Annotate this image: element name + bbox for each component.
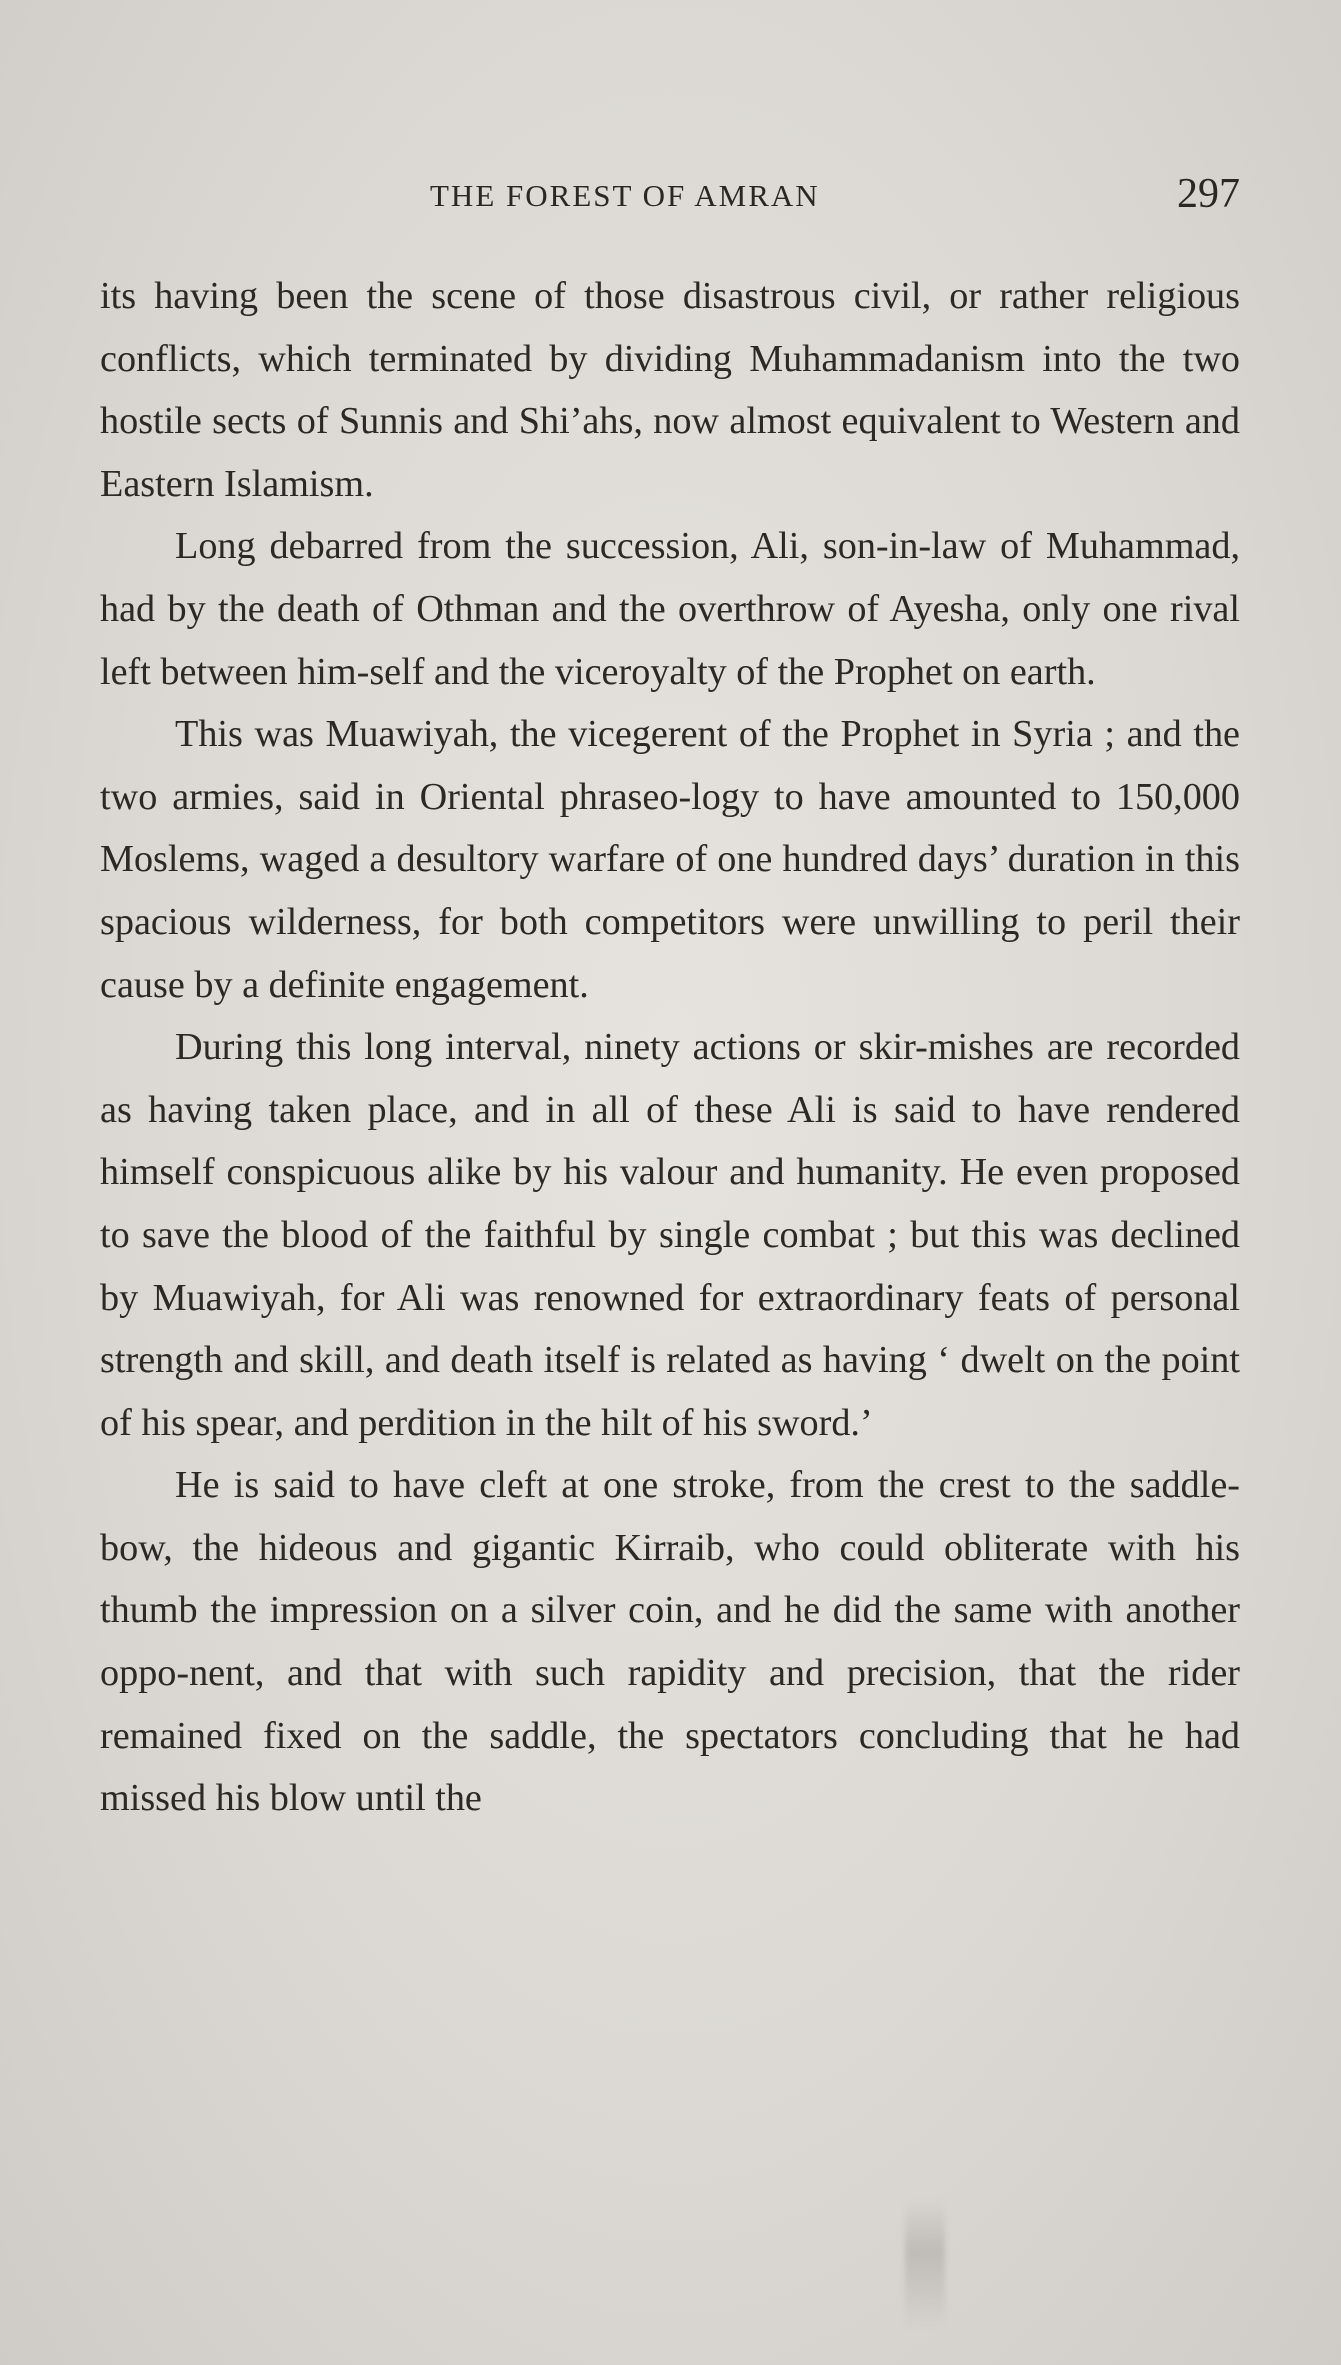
paragraph: He is said to have cleft at one stroke, from the crest to the saddle-bow, the hideous and gigantic Kirraib, who could obliterate with his thumb the impression on a silver coin, and he did the same with another oppo-nent, and that with such rapidity and precision, that the rider remained fixed on the saddle, the spectators concluding that he had missed his blow until the <box>100 1464 1240 1820</box>
running-head <box>100 170 1240 230</box>
paragraph: During this long interval, ninety actions or skir-mishes are recorded as having taken place, and in all of these Ali is said to have rendered himself conspicuous alike by his valour and humanity. He even proposed to save the blood of the faithful by single combat ; but this was declined by Muawiyah, for Ali was renowned for extraordinary feats of personal strength and skill, and death itself is related as having ‘ dwelt on the point of his spear, and perdition in the hilt of his sword.’ <box>100 1026 1240 1444</box>
paragraph-continued: its having been the scene of those disastrous civil, or rather religious conflicts, which terminated by dividing Muhammadanism into the two hostile sects of Sunnis and Shi’ahs, now almost equivalent to Western and Eastern Islamism. <box>100 275 1240 505</box>
page-number: 297 <box>1177 171 1240 217</box>
paragraph: Long debarred from the succession, Ali, son-in-law of Muhammad, had by the death of Othman and the overthrow of Ayesha, only one rival left between him-self and the viceroyalty of the Prophet on earth. <box>100 525 1240 693</box>
paper-smudge <box>905 2200 945 2330</box>
body-text <box>100 265 1240 1830</box>
paragraph: This was Muawiyah, the vicegerent of the Prophet in Syria ; and the two armies, said in Oriental phraseo-logy to have amounted to 150,000 Moslems, waged a desultory warfare of one hundred days’ duration in this spacious wilderness, for both competitors were unwilling to peril their cause by a definite engagement. <box>100 713 1240 1006</box>
running-title: THE FOREST OF AMRAN <box>430 178 820 213</box>
